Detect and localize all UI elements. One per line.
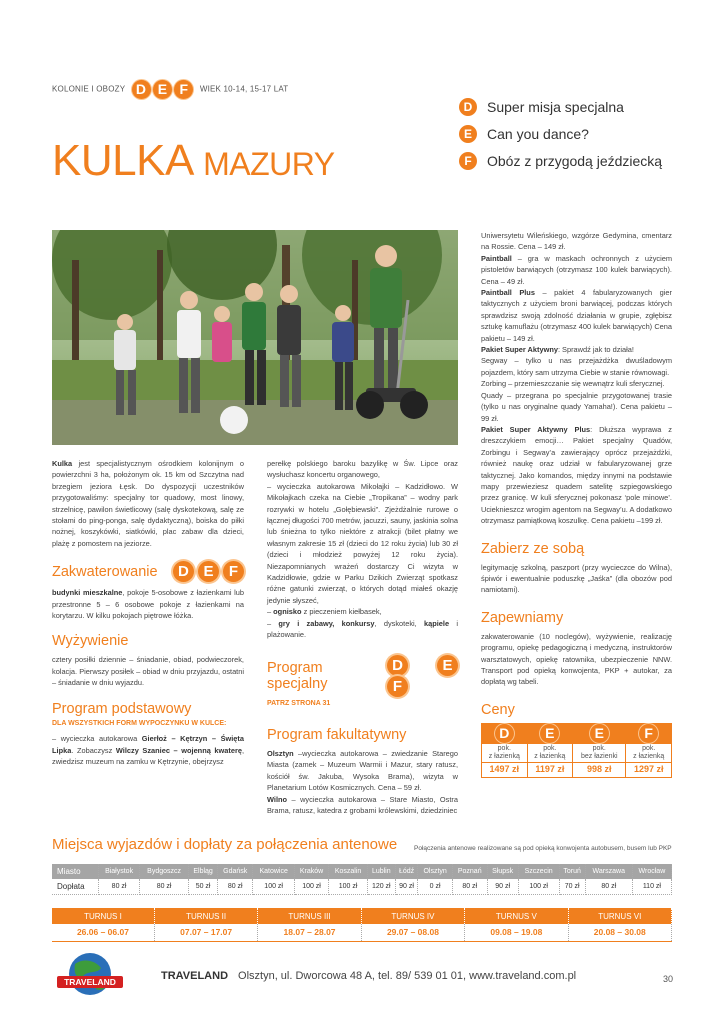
- text-span: z łazienką: [633, 752, 665, 760]
- optional-olsztyn: [267, 748, 458, 794]
- text-bold: Wilno: [267, 794, 288, 804]
- basic-program-heading: Program podstawowy: [52, 700, 192, 717]
- badge-d-icon: D: [495, 724, 514, 743]
- text-span: , zwiedzisz muzeum na zamku w Kętrzynie, obejrzysz: [52, 745, 245, 766]
- text-span: – wycieczka autokarowa: [52, 734, 142, 744]
- text-span: pok.: [497, 744, 511, 752]
- paragraph: Zorbing – przemieszczanie się wewnątrz kuli sferycznej.: [481, 379, 665, 389]
- ensure-heading: Zapewniamy: [481, 609, 564, 626]
- paragraph: [481, 287, 672, 344]
- turnus-dates: 26.06 – 06.07: [52, 924, 154, 941]
- special-program-badges: [387, 655, 458, 697]
- text-span: pok.: [543, 744, 557, 752]
- text-bold: Pakiet Super Aktywny Plus: [481, 424, 591, 434]
- fee-cell: 100 zł: [329, 879, 368, 894]
- text-bold: Paintball: [481, 253, 512, 263]
- category-line: [52, 80, 288, 99]
- camp-photo: [52, 230, 458, 445]
- turnus-name: TURNUS II: [154, 908, 257, 924]
- intro-text: jest specjalistycznym ośrodkiem kolonijnym o powierzchni 3 ha, położonym ok. 15 km od Szczytna nad brzegiem jeziora Łęsk. Do dyspozycji uczestników przygotowaliśmy: specjalny tor quadowy, most linowy, strzelnicę, pawilon świetlicowy (salę dyskotekową, salę ze stołami do ping-ponga, salę dydaktyczną), boiska do piłki nożnej, koszykówki, siatkówki, plac zabaw dla dzieci, plażę z pomostem na jeziorze.: [52, 459, 244, 548]
- price-value: 1297 zł: [626, 762, 672, 777]
- bring-text: legitymację szkolną, paszport (przy wycieczce do Wilna), śpiwór i ewentualnie poduszkę „Jaśka” (dla obozów pod namiotami).: [481, 562, 672, 595]
- text-span: – gra w maskach ochronnych z użyciem pistoletów barwiących (otrzymasz 100 kulek barwiących). Cena – 49 zł.: [481, 253, 672, 286]
- text-bold: ognisko: [273, 607, 302, 617]
- fee-cell: 80 zł: [218, 879, 253, 894]
- city-cell: Łódź: [395, 864, 418, 879]
- text-span: : Sprawdź jak to działa!: [557, 345, 634, 355]
- turnus-dates: 09.08 – 19.08: [465, 924, 568, 941]
- departures-note: Połączenia antenowe realizowane są pod opieką konwojenta autobusem, busem lub PKP: [414, 845, 672, 852]
- price-table: [481, 723, 672, 778]
- badge-e-icon: E: [198, 561, 219, 582]
- badge-e-icon: E: [437, 655, 458, 676]
- text-span: z łazienką: [534, 752, 566, 760]
- departures-title: Miejsca wyjazdów i dopłaty za połączenia antenowe: [52, 836, 398, 853]
- program-item: [459, 120, 662, 147]
- city-cell: Białystok: [99, 864, 140, 879]
- turnus-dates: 07.07 – 17.07: [154, 924, 257, 941]
- city-cell: Elbląg: [189, 864, 218, 879]
- turnus-dates: 29.07 – 08.08: [361, 924, 464, 941]
- fee-cell: 90 zł: [487, 879, 518, 894]
- paragraph: Segway – tylko u nas przejażdżka dwuśladowym pojazdem, który sam utrzyma Ciebie w stanie równowagi.: [481, 356, 672, 377]
- price-value: 1497 zł: [482, 762, 528, 777]
- intro-paragraph: [52, 458, 244, 549]
- price-badge-cell: [527, 723, 573, 743]
- accommodation-bold: budynki mieszkalne: [52, 588, 123, 598]
- fee-cell: 100 zł: [294, 879, 328, 894]
- paragraph: Quady – przegrana po specjalnie przygotowanej trasie (tylko u nas oryginalne quady Yamaha!). Cena pakietu – 99 zł.: [481, 390, 672, 423]
- footer: [55, 955, 672, 997]
- row-label: Dopłata: [52, 879, 99, 894]
- accommodation-badges: [173, 561, 244, 582]
- badge-e-icon: E: [540, 724, 559, 743]
- footer-address-line: [161, 970, 576, 982]
- city-cell: Toruń: [559, 864, 585, 879]
- price-value: 998 zł: [573, 762, 626, 777]
- food-heading: Wyżywienie: [52, 633, 129, 650]
- badge-f-icon: F: [639, 724, 658, 743]
- badge-e-icon: E: [459, 125, 477, 143]
- text-span: i plażowanie.: [267, 618, 458, 640]
- price-label: [573, 743, 626, 762]
- program-label: Super misja specjalna: [487, 98, 624, 115]
- accommodation-body: , pokoje 5-osobowe z łazienkami lub przestronne 5 – 6 osobowe pokoje z łazienkami na korytarzu. W kilku pokojach piętrowe łóżka.: [52, 588, 244, 621]
- badge-d-icon: D: [387, 655, 408, 676]
- basic-program-sub: DLA WSZYSTKICH FORM WYPOCZYNKU W KULCE:: [52, 719, 227, 727]
- page-title: [52, 136, 335, 186]
- special-program-title: Program specjalny: [267, 659, 328, 692]
- basic-program-text: [52, 733, 244, 767]
- fee-cell: 100 zł: [253, 879, 294, 894]
- bring-heading: Zabierz ze sobą: [481, 540, 585, 557]
- city-cell: Olsztyn: [418, 864, 452, 879]
- city-cell: Koszalin: [329, 864, 368, 879]
- city-cell: Poznań: [452, 864, 487, 879]
- price-label: [626, 743, 672, 762]
- turnus-name: TURNUS I: [52, 908, 154, 924]
- badge-f-icon: F: [174, 80, 193, 99]
- text-bold: Olsztyn: [267, 748, 294, 758]
- text-span: –: [267, 607, 274, 617]
- special-program-heading: [267, 655, 458, 697]
- column-3: [481, 230, 672, 778]
- text-span: bez łazienki: [580, 752, 618, 760]
- text-bold: Paintball Plus: [481, 288, 535, 298]
- city-cell: Szczecin: [518, 864, 559, 879]
- city-cell: Warszawa: [585, 864, 632, 879]
- text-bold: gry i zabawy, konkursy: [278, 618, 375, 628]
- price-value: 1197 zł: [527, 762, 573, 777]
- fee-cell: 50 zł: [189, 879, 218, 894]
- text-span: pok.: [592, 744, 606, 752]
- fee-cell: 80 zł: [99, 879, 140, 894]
- program-list: [459, 93, 662, 174]
- badge-d-icon: D: [132, 80, 151, 99]
- badge-f-icon: F: [223, 561, 244, 582]
- city-cell: Wrocław: [632, 864, 671, 879]
- title-sub: MAZURY: [203, 146, 335, 182]
- level-badges: [132, 80, 194, 99]
- program-label: Can you dance?: [487, 125, 589, 142]
- paragraph: Uniwersytetu Wileńskiego, wzgórze Gedymina, cmentarz na Rossie. Cena – 149 zł.: [481, 231, 672, 252]
- text-span: –wycieczka autokarowa – zwiedzanie Starego Miasta (zamek – Muzeum Warmii i Mazur, stary ratusz, kościół św. Jakuba, Wysoka Brama), wizyta w Planetarium Lotów Kosmicznych. Cena – 59 zł.: [267, 748, 458, 793]
- program-label: Obóz z przygodą jeździecką: [487, 152, 663, 169]
- fee-cell: 80 zł: [140, 879, 189, 894]
- city-cell: Katowice: [253, 864, 294, 879]
- badge-d-icon: D: [173, 561, 194, 582]
- text-span: – pakiet 4 fabularyzowanych gier taktycznych z użyciem broni barwiącej, podczas których sprawdzisz swoją zdolność działania w grupie, zgłębisz sztukę kamuflażu (otrzymasz 400 kulek barwiących) Cena pakietu – 149 zł.: [481, 288, 672, 343]
- paragraph: perełkę polskiego baroku bazylikę w Św. Lipce oraz wysłuchasz koncertu organowego,: [267, 459, 458, 480]
- text-span: –: [267, 618, 279, 628]
- optional-wilno: [267, 794, 458, 817]
- city-cell: Kraków: [294, 864, 328, 879]
- badge-d-icon: D: [459, 98, 477, 116]
- row-label: Miasto: [52, 864, 99, 879]
- turnus-table: [52, 908, 672, 942]
- turnus-name: TURNUS VI: [568, 908, 671, 924]
- program-item: [459, 93, 662, 120]
- turnus-name: TURNUS V: [465, 908, 568, 924]
- accommodation-title: Zakwaterowanie: [52, 563, 158, 580]
- ensure-text: zakwaterowanie (10 noclegów), wyżywienie, realizację programu, opiekę pedagogiczną i medyczną, instruktorów warsztatowych, opiekę ratownika, ubezpieczenie NNW. Transport pod opieką konwojenta, PKP + autokar, za dopłatą wg tabeli.: [481, 631, 672, 687]
- turnus-name: TURNUS IV: [361, 908, 464, 924]
- city-cell: Słupsk: [487, 864, 518, 879]
- city-cell: Lublin: [367, 864, 395, 879]
- badge-e-icon: E: [590, 724, 609, 743]
- page-number: 30: [662, 974, 673, 984]
- program-item: [459, 147, 662, 174]
- column-1: [52, 458, 244, 767]
- age-label: WIEK 10-14, 15-17 LAT: [199, 84, 289, 94]
- text-span: : Dłuższa wyprawa z dreszczykiem emocji… Pakiet specjalny Quadów, Zorbingu i Segway’a zawierający oprócz przejażdżki, również naukę oraz udział w fabularyzowanej grze taktycznej. Jako komandos, między innymi na podstawie mapy przewieziesz quadem satelitę szpiegowskiego przez granicę. W kuli sferycznej pokonasz ‘pole minowe’. Ucieknieszcz wrogim agentom na Segway’u. A dodatkowo otrzymasz pamiątkową koszulkę. Cena pakietu –199 zł.: [481, 424, 672, 526]
- text-span: , dyskoteki,: [374, 618, 424, 628]
- text-span: z pieczeniem kiełbasek,: [301, 607, 382, 617]
- prices-heading: Ceny: [481, 701, 515, 718]
- paragraph: [481, 344, 672, 355]
- text-span: pok.: [642, 744, 656, 752]
- price-badge-cell: [573, 723, 626, 743]
- food-text: cztery posiłki dziennie – śniadanie, obiad, podwieczorek, kolacja. Pierwszy posiłek – obiad w dniu przyjazdu, ostatni – śniadanie w dniu wyjazdu.: [52, 655, 244, 688]
- price-badge-cell: [626, 723, 672, 743]
- departures-table: [52, 864, 672, 895]
- text-bold: Gierłoż – Kętrzyn – Święta Lipka: [52, 734, 244, 755]
- fee-cell: 120 zł: [367, 879, 395, 894]
- footer-address: Olsztyn, ul. Dworcowa 48 A, tel. 89/ 539 01 01, www.traveland.com.pl: [238, 970, 577, 982]
- badge-e-icon: E: [153, 80, 172, 99]
- fee-cell: 110 zł: [632, 879, 671, 894]
- title-main: KULKA: [52, 136, 192, 185]
- fee-cell: 80 zł: [452, 879, 487, 894]
- paragraph: [481, 424, 672, 527]
- intro-bold: Kulka: [52, 459, 73, 468]
- text-span: . Zobaczysz: [71, 745, 116, 755]
- turnus-name: TURNUS III: [258, 908, 361, 924]
- price-label: [482, 743, 528, 762]
- globe-logo-icon: [55, 950, 125, 996]
- text-bold: kąpiele: [424, 618, 450, 628]
- logo-text: TRAVELAND: [64, 977, 116, 987]
- footer-brand: TRAVELAND: [161, 970, 229, 982]
- turnus-dates: 20.08 – 30.08: [568, 924, 671, 941]
- turnus-dates: 18.07 – 28.07: [258, 924, 361, 941]
- traveland-logo: [55, 956, 155, 996]
- fee-cell: 70 zł: [559, 879, 585, 894]
- text-span: z łazienką: [488, 752, 520, 760]
- fee-cell: 0 zł: [418, 879, 452, 894]
- paragraph: – wycieczka autokarowa Mikołajki – Kadzidłowo. W Mikołajkach czeka na Ciebie „Tropikana” – wodny park rozrywki w hotelu „Gołębiewski”. Zjeżdżalnie rurowe o łącznej długości 700 metrów, jacuzzi, sauny, jaskinia solna lub śnieżna to tylko niektóre z atrakcji (bilet płatny we własnym zakresie 15 zł (dzieci do 12 roku życia) lub 30 zł (dzieci i młodzież powyżej 12 roku życia). Niezapomnianych wrażeń dostarczy Ci wizyta w Kadzidłowie, gdzie w Parku Dzikich Zwierząt spotkasz różne gatunki zwierząt, o których dotąd miałeś okazję jedynie słyszeć,: [267, 481, 458, 605]
- kids-segway-photo-icon: [52, 230, 458, 445]
- paragraph: [481, 253, 672, 287]
- paragraph: [267, 606, 458, 617]
- badge-f-icon: F: [387, 676, 408, 697]
- badge-f-icon: F: [459, 152, 477, 170]
- text-bold: Wilczy Szaniec – wojenną kwaterę: [115, 745, 242, 755]
- text-bold: Pakiet Super Aktywny: [481, 345, 558, 355]
- city-cell: Gdańsk: [218, 864, 253, 879]
- special-program-sub: PATRZ STRONA 31: [267, 699, 331, 707]
- fee-cell: 100 zł: [518, 879, 559, 894]
- price-badge-cell: [482, 723, 528, 743]
- accommodation-heading: [52, 561, 244, 582]
- category-label: KOLONIE I OBOZY: [52, 84, 126, 94]
- fee-cell: 80 zł: [585, 879, 632, 894]
- optional-program-heading: Program fakultatywny: [267, 726, 407, 743]
- accommodation-text: [52, 587, 244, 621]
- price-label: [527, 743, 573, 762]
- city-cell: Bydgoszcz: [140, 864, 189, 879]
- text-span: – wycieczka autokarowa – Stare Miasto, Ostra Brama, ratusz, katedra z grobami królewskimi, dziedziniec: [267, 794, 458, 815]
- fee-cell: 90 zł: [395, 879, 418, 894]
- paragraph: [267, 618, 458, 641]
- column-2: [267, 458, 458, 816]
